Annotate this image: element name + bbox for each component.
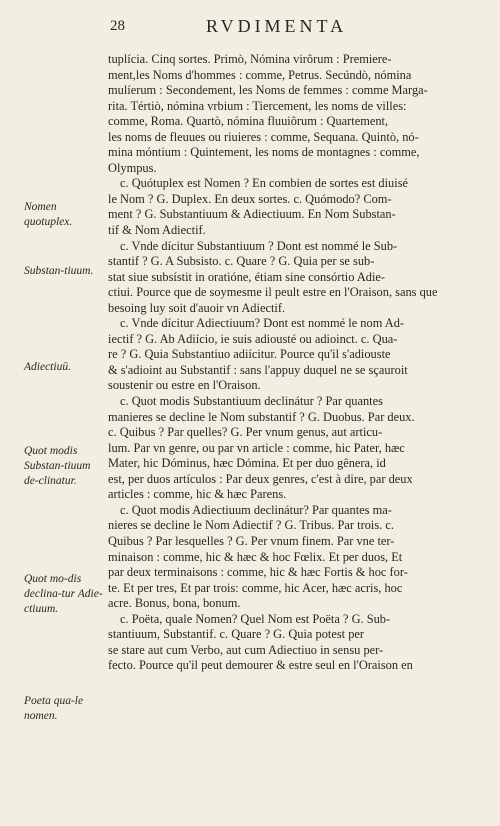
running-title: RVDIMENTA [206, 16, 348, 36]
text-line: minaison : comme, hic & hæc & hoc Fœlix. Et per duos, Et [108, 549, 403, 564]
text-line: ment ? G. Substantiuum & Adiectiuum. En Nom Substan- [108, 207, 396, 222]
text-line: stantiuum, Substantif. c. Quare ? G. Quia potest per [108, 627, 365, 642]
text-line: acre. Bonus, bona, bonum. [108, 596, 241, 611]
text-line: c. Quot modis Adiectiuum declinátur? Par quantes ma- [120, 502, 392, 517]
text-line: comme, Roma. Quartò, nómina fluuiôrum : Quartement, [108, 114, 389, 129]
margin-note-adiectiuum: Adiectiuū. [24, 361, 71, 373]
text-line: mulíerum : Secondement, les Noms de femmes : comme Marga- [108, 83, 428, 98]
text-line: besoing luy soit d'auoir vn Adiectif. [108, 300, 286, 315]
text-line: tif & Nom Adiectif. [108, 223, 206, 238]
text-line: lum. Par vn genre, ou par vn article : comme, hic Pater, hæc [108, 440, 405, 455]
text-line: articles : comme, hic & hæc Parens. [108, 487, 287, 502]
text-line: c. Vnde dícitur Substantiuum ? Dont est nommé le Sub- [120, 238, 398, 253]
text-line: re ? G. Quia Substantiuo adiícitur. Pource qu'il s'adiouste [108, 347, 391, 362]
text-line: se stare aut cum Verbo, aut cum Adiectiuo in sensu per- [108, 642, 384, 657]
text-line: est, per duos artículos : Par deux genres, c'est à dire, par deux [108, 471, 413, 486]
page-number: 28 [110, 18, 125, 34]
text-line: Quibus ? Par lesquelles ? G. Per vnum finem. Par vne ter- [108, 533, 395, 548]
text-line: nieres se decline le Nom Adiectif ? G. Tribus. Par trois. c. [108, 518, 394, 533]
text-line: iectif ? G. Ab Adiício, ie suis adiousté ou adioinct. c. Qua- [108, 331, 398, 346]
text-line: Mater, hic Dóminus, hæc Dómina. Et per duo gênera, id [108, 456, 386, 471]
text-line: c. Vnde dícitur Adiectiuum? Dont est nommé le nom Ad- [120, 316, 405, 331]
text-line: c. Quibus ? Par quelles? G. Per vnum genus, aut articu- [108, 425, 383, 440]
text-line: c. Quot modis Substantiuum declinátur ? Par quantes [120, 394, 383, 409]
margin-note-poeta: Poeta qua-le nomen. [24, 695, 84, 722]
text-line: stantif ? G. A Subsisto. c. Quare ? G. Quia per se sub- [108, 254, 375, 269]
text-line: les noms de fleuues ou riuieres : comme, Sequana. Quintò, nó- [108, 129, 419, 144]
text-line: & s'adioint au Substantif : sans l'appuy duquel ne se sçauroit [108, 362, 408, 377]
text-line: fecto. Pource qu'il peut demourer & estre seul en l'Oraison en [108, 658, 413, 673]
text-line: par deux terminaisons : comme, hic & hæc Fortis & hoc for- [108, 565, 408, 580]
margin-note-quot-modis-adiect: Quot mo-dis declina-tur Adie-ctiuum. [24, 573, 103, 615]
text-line: stat siue subsístit in oratióne, étiam sine consórtio Adie- [108, 269, 386, 284]
text-line: ctiui. Pource que de soymesme il peult estre en l'Oraison, sans que [108, 285, 438, 300]
text-line: c. Quótuplex est Nomen ? En combien de sortes est diuisé [120, 176, 409, 191]
text-line: tuplícia. Cinq sortes. Primò, Nómina virôrum : Premiere- [108, 52, 392, 66]
margin-note-quot-modis-subst: Quot modis Substan-tiuum de-clinatur. [24, 445, 91, 487]
text-line: manieres se decline le Nom substantif ? G. Duobus. Par deux. [108, 409, 415, 424]
text-line: te. Et per tres, Et par trois: comme, hic Acer, hæc acris, hoc [108, 580, 403, 595]
text-line: soustenir ou estre en l'Oraison. [108, 378, 261, 393]
text-line: c. Poëta, quale Nomen? Quel Nom est Poëta ? G. Sub- [120, 611, 391, 626]
text-line: mina móntium : Quintement, les noms de montagnes : comme, [108, 145, 420, 160]
body-text [108, 52, 476, 674]
text-line: rita. Tértiò, nómina vrbium : Tiercement, les noms de villes: [108, 98, 407, 113]
margin-note-nomen: Nomen quotuplex. [24, 201, 73, 228]
text-line: Olympus. [108, 160, 157, 175]
text-line: ment,les Noms d'hommes : comme, Petrus. Secúndò, nómina [108, 67, 412, 82]
text-line: le Nom ? G. Duplex. En deux sortes. c. Quómodo? Com- [108, 191, 392, 206]
margin-note-substantiuum: Substan-tiuum. [24, 265, 94, 277]
page-header [0, 18, 500, 42]
